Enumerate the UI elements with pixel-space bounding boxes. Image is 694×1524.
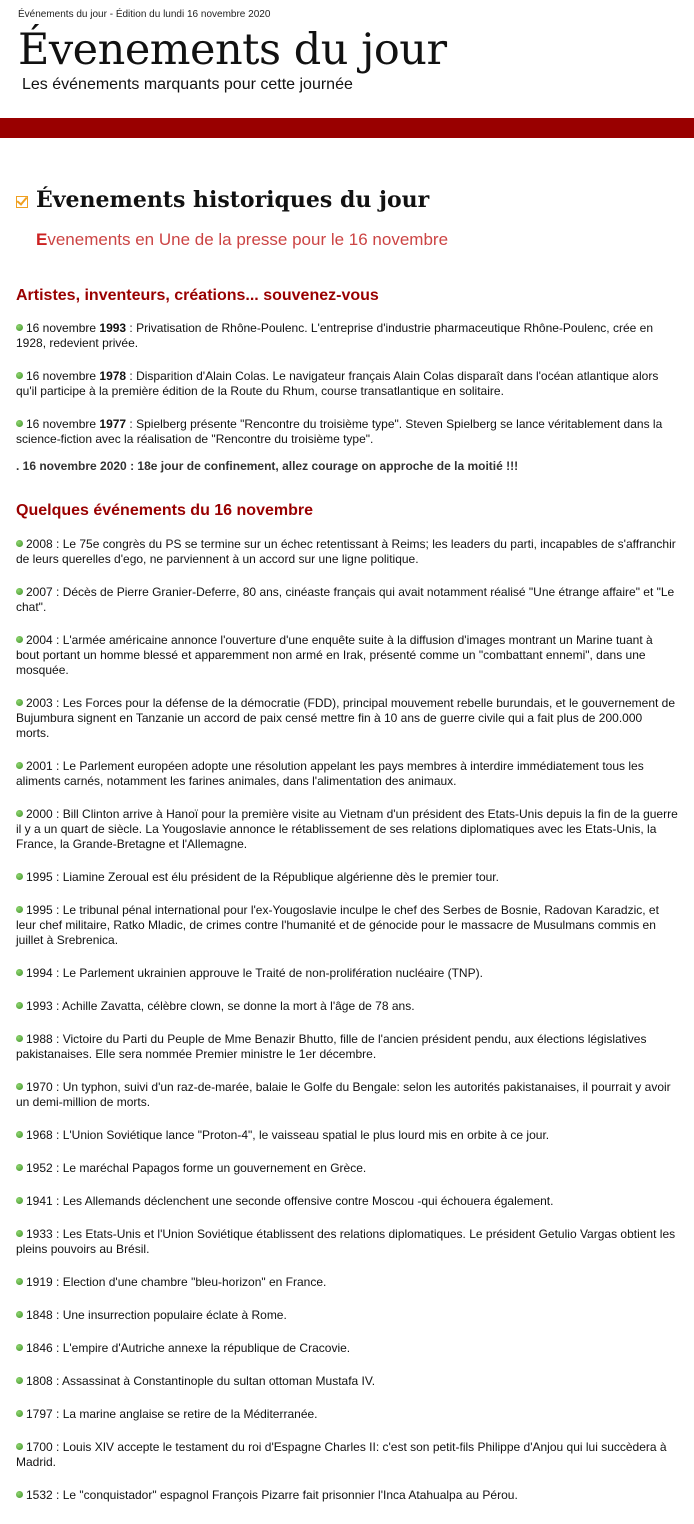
edition-date: Événements du jour - Édition du lundi 16 novembre 2020 (18, 9, 271, 20)
events-list (16, 537, 678, 1521)
event-item (16, 1488, 678, 1503)
artists-section (16, 286, 676, 306)
green-bullet-icon (16, 1197, 23, 1204)
event-text: 1700 : Louis XIV accepte le testament du roi d'Espagne Charles II: c'est son petit-fils Philippe d'Anjou qui lui succèdera à Madrid. (16, 1440, 667, 1469)
event-item (16, 696, 678, 741)
artists-list (16, 321, 678, 474)
green-bullet-icon (16, 1131, 23, 1138)
press-link-initial: E (36, 230, 48, 249)
event-text: 2007 : Décès de Pierre Granier-Deferre, 80 ans, cinéaste français qui avait notamment réalisé "Une étrange affaire" et "Le chat". (16, 585, 675, 614)
page-title[interactable]: Évenements du jour (18, 25, 447, 75)
event-text: 1919 : Election d'une chambre "bleu-horizon" en France. (26, 1275, 327, 1289)
event-item (16, 1374, 678, 1389)
green-bullet-icon (16, 1377, 23, 1384)
green-bullet-icon (16, 372, 23, 379)
event-text: 2003 : Les Forces pour la défense de la démocratie (FDD), principal mouvement rebelle burundais, et le gouvernement de Bujumbura signent en Tanzanie un accord de paix censé mettre fin à 10 ans de guerre civile qui a fait plus de 200.000 morts. (16, 696, 676, 740)
green-bullet-icon (16, 1230, 23, 1237)
green-bullet-icon (16, 873, 23, 880)
event-text: 1952 : Le maréchal Papagos forme un gouvernement en Grèce. (26, 1161, 367, 1175)
press-link-text: venements en Une de la presse pour le 16 novembre (47, 230, 449, 249)
events-heading: Quelques événements du 16 novembre (16, 502, 313, 519)
event-text: 1846 : L'empire d'Autriche annexe la république de Cracovie. (26, 1341, 351, 1355)
events-section (16, 501, 676, 521)
event-item (16, 903, 678, 948)
event-text: 1988 : Victoire du Parti du Peuple de Mme Benazir Bhutto, fille de l'ancien président pendu, aux élections législatives pakistanaises. Elle sera nommée Premier ministre le 1er décembre. (16, 1032, 647, 1061)
green-bullet-icon (16, 1410, 23, 1417)
event-text: 1941 : Les Allemands déclenchent une seconde offensive contre Moscou -qui échouera également. (26, 1194, 554, 1208)
event-text: 1994 : Le Parlement ukrainien approuve le Traité de non-prolifération nucléaire (TNP). (26, 966, 483, 980)
green-bullet-icon (16, 636, 23, 643)
event-item (16, 1407, 678, 1422)
event-item (16, 633, 678, 678)
event-item (16, 1080, 678, 1110)
event-item (16, 1440, 678, 1470)
event-item (16, 870, 678, 885)
green-bullet-icon (16, 1164, 23, 1171)
event-item (16, 1341, 678, 1356)
event-text: 2004 : L'armée américaine annonce l'ouverture d'une enquête suite à la diffusion d'images montrant un Marine tuant à bout portant un homme blessé et apparemment non armé en Irak, présenté comme un "combattant ennemi", dans une mosquée. (16, 633, 653, 677)
confinement-note: . 16 novembre 2020 : 18e jour de confinement, allez courage on approche de la moitié !!! (16, 459, 519, 473)
event-item (16, 1275, 678, 1290)
event-item (16, 759, 678, 789)
event-item (16, 1161, 678, 1176)
history-title: Évenements historiques du jour (36, 187, 430, 213)
event-text: 1808 : Assassinat à Constantinople du sultan ottoman Mustafa IV. (26, 1374, 376, 1388)
event-item (16, 1227, 678, 1257)
event-text: 1995 : Liamine Zeroual est élu président de la République algérienne dès le premier tour. (26, 870, 499, 884)
event-text: 1532 : Le "conquistador" espagnol François Pizarre fait prisonnier l'Inca Atahualpa au Pérou. (26, 1488, 518, 1502)
event-item (16, 1308, 678, 1323)
header-red-band (0, 118, 694, 138)
green-bullet-icon (16, 969, 23, 976)
event-text: 1968 : L'Union Soviétique lance "Proton-4", le vaisseau spatial le plus lourd mis en orbite à ce jour. (26, 1128, 550, 1142)
event-item (16, 1194, 678, 1209)
event-item (16, 807, 678, 852)
event-text: 2008 : Le 75e congrès du PS se termine sur un échec retentissant à Reims; les leaders du parti, incapables de s'affranchir de leurs querelles d'ego, ne parviennent à un accord sur une ligne politique. (16, 537, 676, 566)
green-bullet-icon (16, 1344, 23, 1351)
green-bullet-icon (16, 324, 23, 331)
green-bullet-icon (16, 699, 23, 706)
event-item (16, 1032, 678, 1062)
green-bullet-icon (16, 1035, 23, 1042)
green-bullet-icon (16, 810, 23, 817)
green-bullet-icon (16, 1443, 23, 1450)
event-text: 1993 : Achille Zavatta, célèbre clown, se donne la mort à l'âge de 78 ans. (26, 999, 415, 1013)
checkbox-icon (16, 196, 28, 208)
green-bullet-icon (16, 1278, 23, 1285)
green-bullet-icon (16, 1083, 23, 1090)
event-text: 1970 : Un typhon, suivi d'un raz-de-marée, balaie le Golfe du Bengale: selon les autorités pakistanaises, il pourrait y avoir un demi-million de morts. (16, 1080, 671, 1109)
event-text: 1995 : Le tribunal pénal international pour l'ex-Yougoslavie inculpe le chef des Serbes de Bosnie, Radovan Karadzic, et leur chef militaire, Ratko Mladic, de crimes contre l'humanité et de génocide pour le massacre de Musulmans commis en juillet à Srebrenica. (16, 903, 659, 947)
artists-heading: Artistes, inventeurs, créations... souvenez-vous (16, 287, 379, 304)
event-text: 2000 : Bill Clinton arrive à Hanoï pour la première visite au Vietnam d'un président des Etats-Unis depuis la fin de la guerre il y a un quart de siècle. La Yougoslavie annonce le rétablissement de ses relations diplomatiques avec les Etats-Unis, la France, la Grande-Bretagne et l'Allemagne. (16, 807, 678, 851)
page-subtitle: Les événements marquants pour cette journée (22, 76, 353, 93)
green-bullet-icon (16, 1491, 23, 1498)
press-frontpage-link[interactable] (36, 230, 448, 250)
event-item (16, 585, 678, 615)
green-bullet-icon (16, 540, 23, 547)
green-bullet-icon (16, 1002, 23, 1009)
list-item: 16 novembre 1977 : Spielberg présente "Rencontre du troisième type". Steven Spielberg se lance véritablement dans la science-fiction avec la réalisation de "Rencontre du troisième type". (16, 417, 663, 446)
green-bullet-icon (16, 1311, 23, 1318)
history-section-heading (16, 186, 429, 214)
green-bullet-icon (16, 762, 23, 769)
event-item (16, 966, 678, 981)
green-bullet-icon (16, 588, 23, 595)
event-text: 1848 : Une insurrection populaire éclate à Rome. (26, 1308, 287, 1322)
list-item: 16 novembre 1993 : Privatisation de Rhône-Poulenc. L'entreprise d'industrie pharmaceutique Rhône-Poulenc, crée en 1928, redevient privée. (16, 321, 653, 350)
event-item (16, 537, 678, 567)
event-text: 2001 : Le Parlement européen adopte une résolution appelant les pays membres à interdire immédiatement tous les aliments carnés, notamment les farines animales, dans l'alimentation des animaux. (16, 759, 644, 788)
event-text: 1797 : La marine anglaise se retire de la Méditerranée. (26, 1407, 318, 1421)
list-item: 16 novembre 1978 : Disparition d'Alain Colas. Le navigateur français Alain Colas disparaît dans l'océan atlantique alors qu'il participe à la première édition de la Route du Rhum, course transatlantique en solitaire. (16, 369, 659, 398)
event-item (16, 999, 678, 1014)
green-bullet-icon (16, 906, 23, 913)
event-text: 1933 : Les Etats-Unis et l'Union Soviétique établissent des relations diplomatiques. Le président Getulio Vargas obtient les pleins pouvoirs au Brésil. (16, 1227, 676, 1256)
event-item (16, 1128, 678, 1143)
green-bullet-icon (16, 420, 23, 427)
